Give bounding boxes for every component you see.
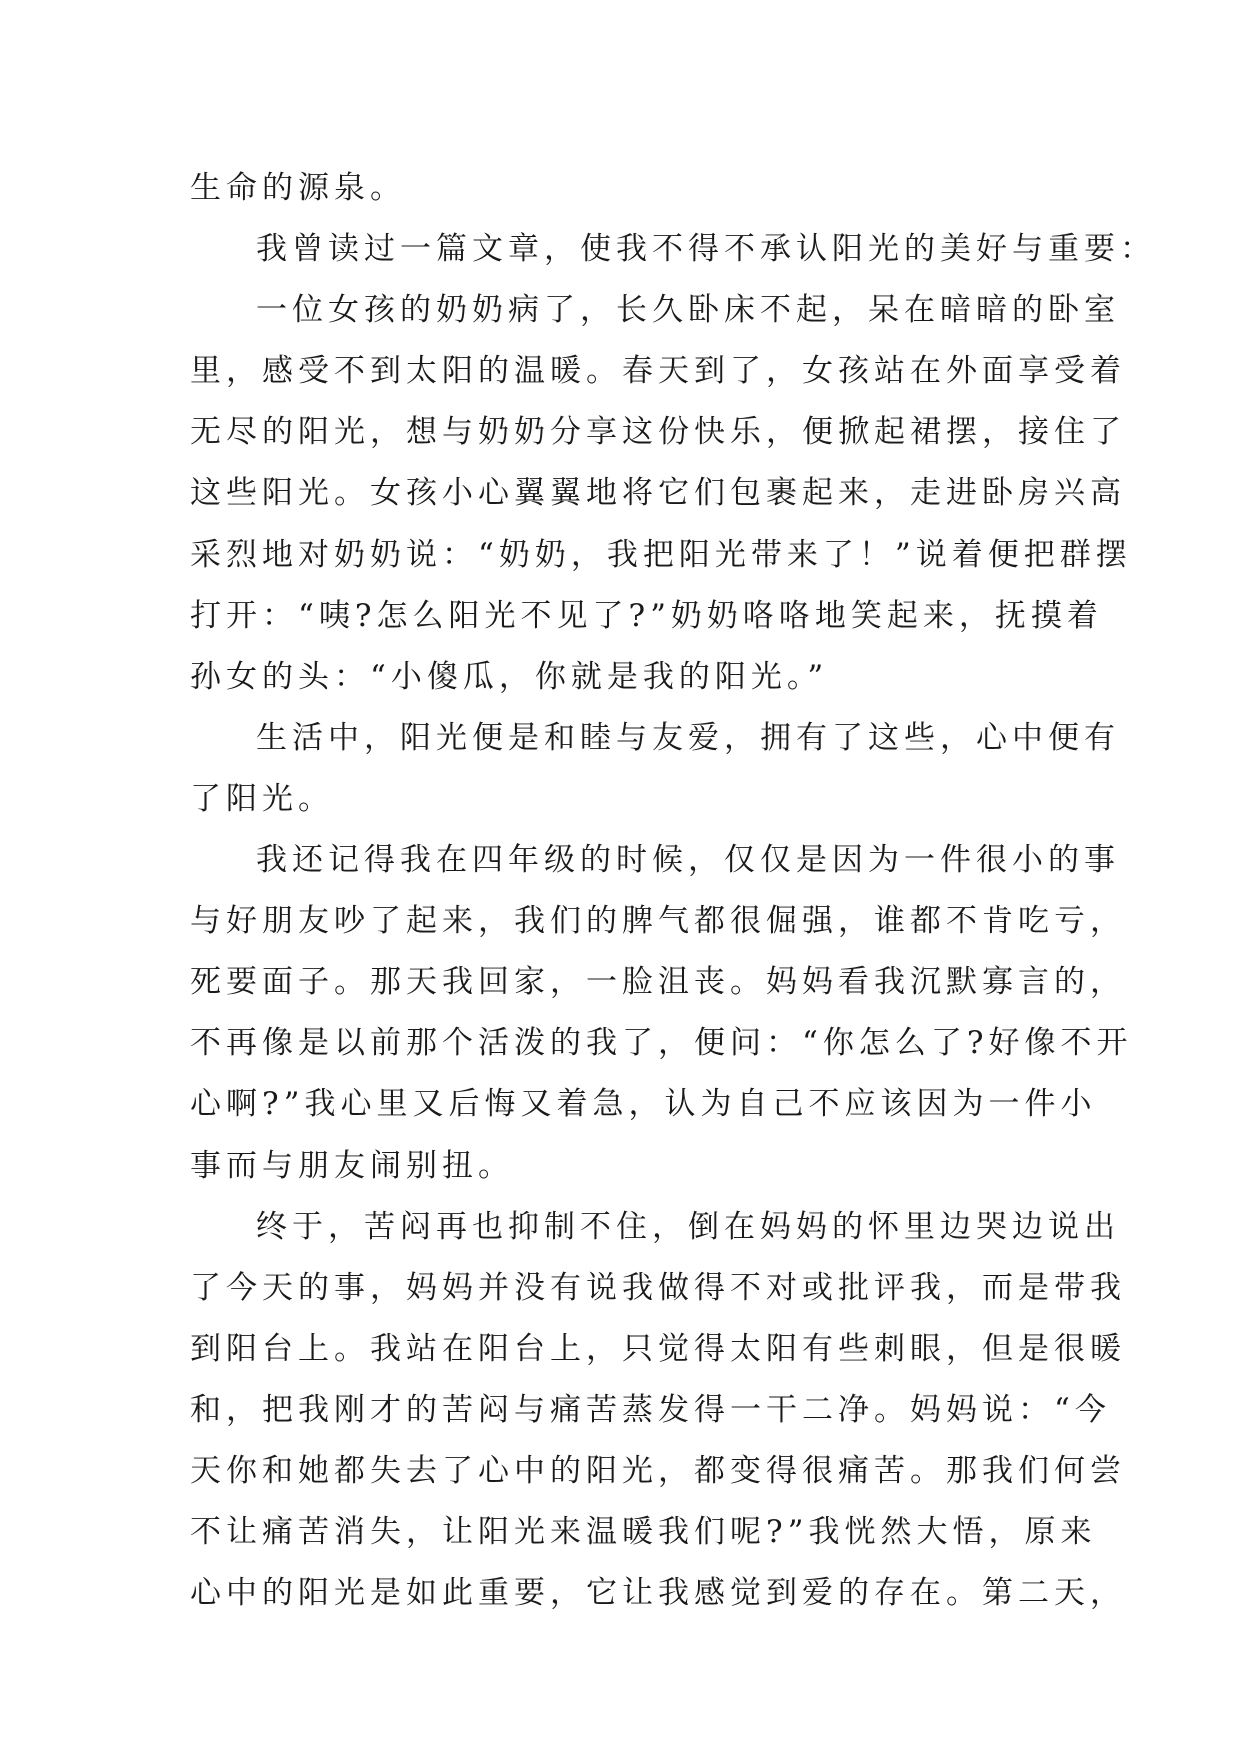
text-line: 不再像是以前那个活泼的我了，便问：“你怎么了?好像不开	[190, 1025, 1133, 1062]
text-line: 了阳光。	[190, 780, 334, 817]
text-line: 一位女孩的奶奶病了，长久卧床不起，呆在暗暗的卧室	[256, 292, 1120, 329]
text-line: 与好朋友吵了起来，我们的脾气都很倔强，谁都不肯吃亏，	[190, 903, 1126, 940]
body-text	[190, 158, 1156, 1624]
text-line: 无尽的阳光，想与奶奶分享这份快乐，便掀起裙摆，接住了	[190, 414, 1126, 451]
text-line: 事而与朋友闹别扭。	[190, 1147, 514, 1184]
text-line: 心啊?”我心里又后悔又着急，认为自己不应该因为一件小	[190, 1086, 1097, 1123]
text-line: 生活中，阳光便是和睦与友爱，拥有了这些，心中便有	[256, 719, 1120, 756]
text-line: 心中的阳光是如此重要，它让我感觉到爱的存在。第二天，	[190, 1575, 1126, 1612]
text-line: 打开：“咦?怎么阳光不见了?”奶奶咯咯地笑起来，抚摸着	[190, 597, 1103, 634]
text-line: 这些阳光。女孩小心翼翼地将它们包裹起来，走进卧房兴高	[190, 475, 1126, 512]
text-line: 里，感受不到太阳的温暖。春天到了，女孩站在外面享受着	[190, 353, 1126, 390]
text-line: 我曾读过一篇文章，使我不得不承认阳光的美好与重要：	[256, 231, 1156, 268]
text-line: 终于，苦闷再也抑制不住，倒在妈妈的怀里边哭边说出	[256, 1208, 1120, 1245]
text-line: 我还记得我在四年级的时候，仅仅是因为一件很小的事	[256, 842, 1120, 879]
text-line: 不让痛苦消失，让阳光来温暖我们呢?”我恍然大悟，原来	[190, 1514, 1097, 1551]
text-line: 和，把我刚才的苦闷与痛苦蒸发得一干二净。妈妈说：“今	[190, 1391, 1111, 1428]
text-line: 采烈地对奶奶说：“奶奶，我把阳光带来了！”说着便把群摆	[190, 536, 1132, 573]
text-line: 到阳台上。我站在阳台上，只觉得太阳有些刺眼，但是很暖	[190, 1330, 1126, 1367]
text-line: 孙女的头：“小傻瓜，你就是我的阳光。”	[190, 658, 829, 695]
text-line: 生命的源泉。	[190, 170, 406, 206]
text-line: 天你和她都失去了心中的阳光，都变得很痛苦。那我们何尝	[190, 1452, 1126, 1489]
text-line: 死要面子。那天我回家，一脸沮丧。妈妈看我沉默寡言的，	[190, 964, 1126, 1001]
text-line: 了今天的事，妈妈并没有说我做得不对或批评我，而是带我	[190, 1269, 1126, 1306]
